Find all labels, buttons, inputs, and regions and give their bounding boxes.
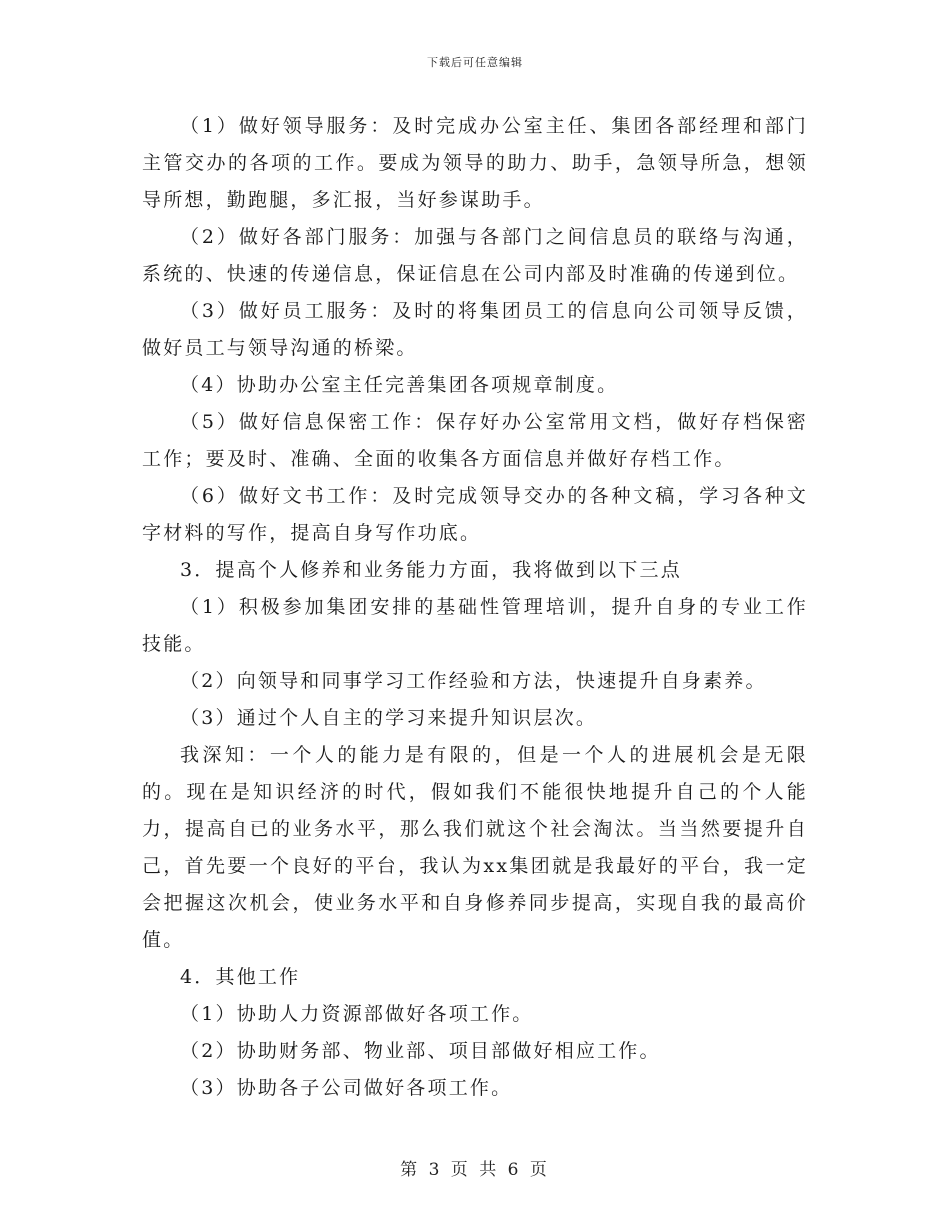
paragraph-learn-from-colleagues: （2）向领导和同事学习工作经验和方法，快速提升自身素养。 (180, 670, 767, 692)
document-body (142, 108, 808, 1107)
page-number-footer: 第 3 页 共 6 页 (400, 1160, 550, 1180)
paragraph-self-study: （3）通过个人自主的学习来提升知识层次。 (180, 707, 598, 729)
paragraph-department-service: （2）做好各部门服务：加强与各部门之间信息员的联络与沟通，系统的、快速的传递信息，保证信息在公司内部及时准确的传递到位。 (142, 226, 808, 285)
paragraph-leader-service: （1）做好领导服务：及时完成办公室主任、集团各部经理和部门主管交办的各项的工作。要成为领导的助力、助手，急领导所急，想领导所想，勤跑腿，多汇报，当好参谋助手。 (142, 115, 808, 211)
paragraph-subsidiary-assist: （3）协助各子公司做好各项工作。 (180, 1077, 513, 1099)
paragraph-confidentiality: （5）做好信息保密工作：保存好办公室常用文档，做好存档保密工作；要及时、准确、全面的收集各方面信息并做好存档工作。 (142, 411, 808, 470)
paragraph-clerical-work: （6）做好文书工作：及时完成领导交办的各种文稿，学习各种文字材料的写作，提高自身写作功底。 (142, 485, 808, 544)
paragraph-finance-assist: （2）协助财务部、物业部、项目部做好相应工作。 (180, 1040, 661, 1062)
paragraph-employee-service: （3）做好员工服务：及时的将集团员工的信息向公司领导反馈，做好员工与领导沟通的桥梁。 (142, 300, 808, 359)
paragraph-rules-assist: （4）协助办公室主任完善集团各项规章制度。 (180, 374, 619, 396)
paragraph-training: （1）积极参加集团安排的基础性管理培训，提升自身的专业工作技能。 (142, 596, 808, 655)
section-heading-self-improvement: 3．提高个人修养和业务能力方面，我将做到以下三点 (180, 559, 682, 581)
section-heading-other-work: 4．其他工作 (180, 966, 301, 988)
paragraph-hr-assist: （1）协助人力资源部做好各项工作。 (180, 1003, 534, 1025)
paragraph-reflection: 我深知：一个人的能力是有限的，但是一个人的进展机会是无限的。现在是知识经济的时代，假如我们不能很快地提升自己的个人能力，提高自已的业务水平，那么我们就这个社会淘汰。当当然要提升自己，首先要一个良好的平台，我认为xx集团就是我最好的平台，我一定会把握这次机会，使业务水平和自身修养同步提高，实现自我的最高价值。 (142, 744, 808, 951)
page-header: 下载后可任意编辑 (427, 56, 523, 69)
